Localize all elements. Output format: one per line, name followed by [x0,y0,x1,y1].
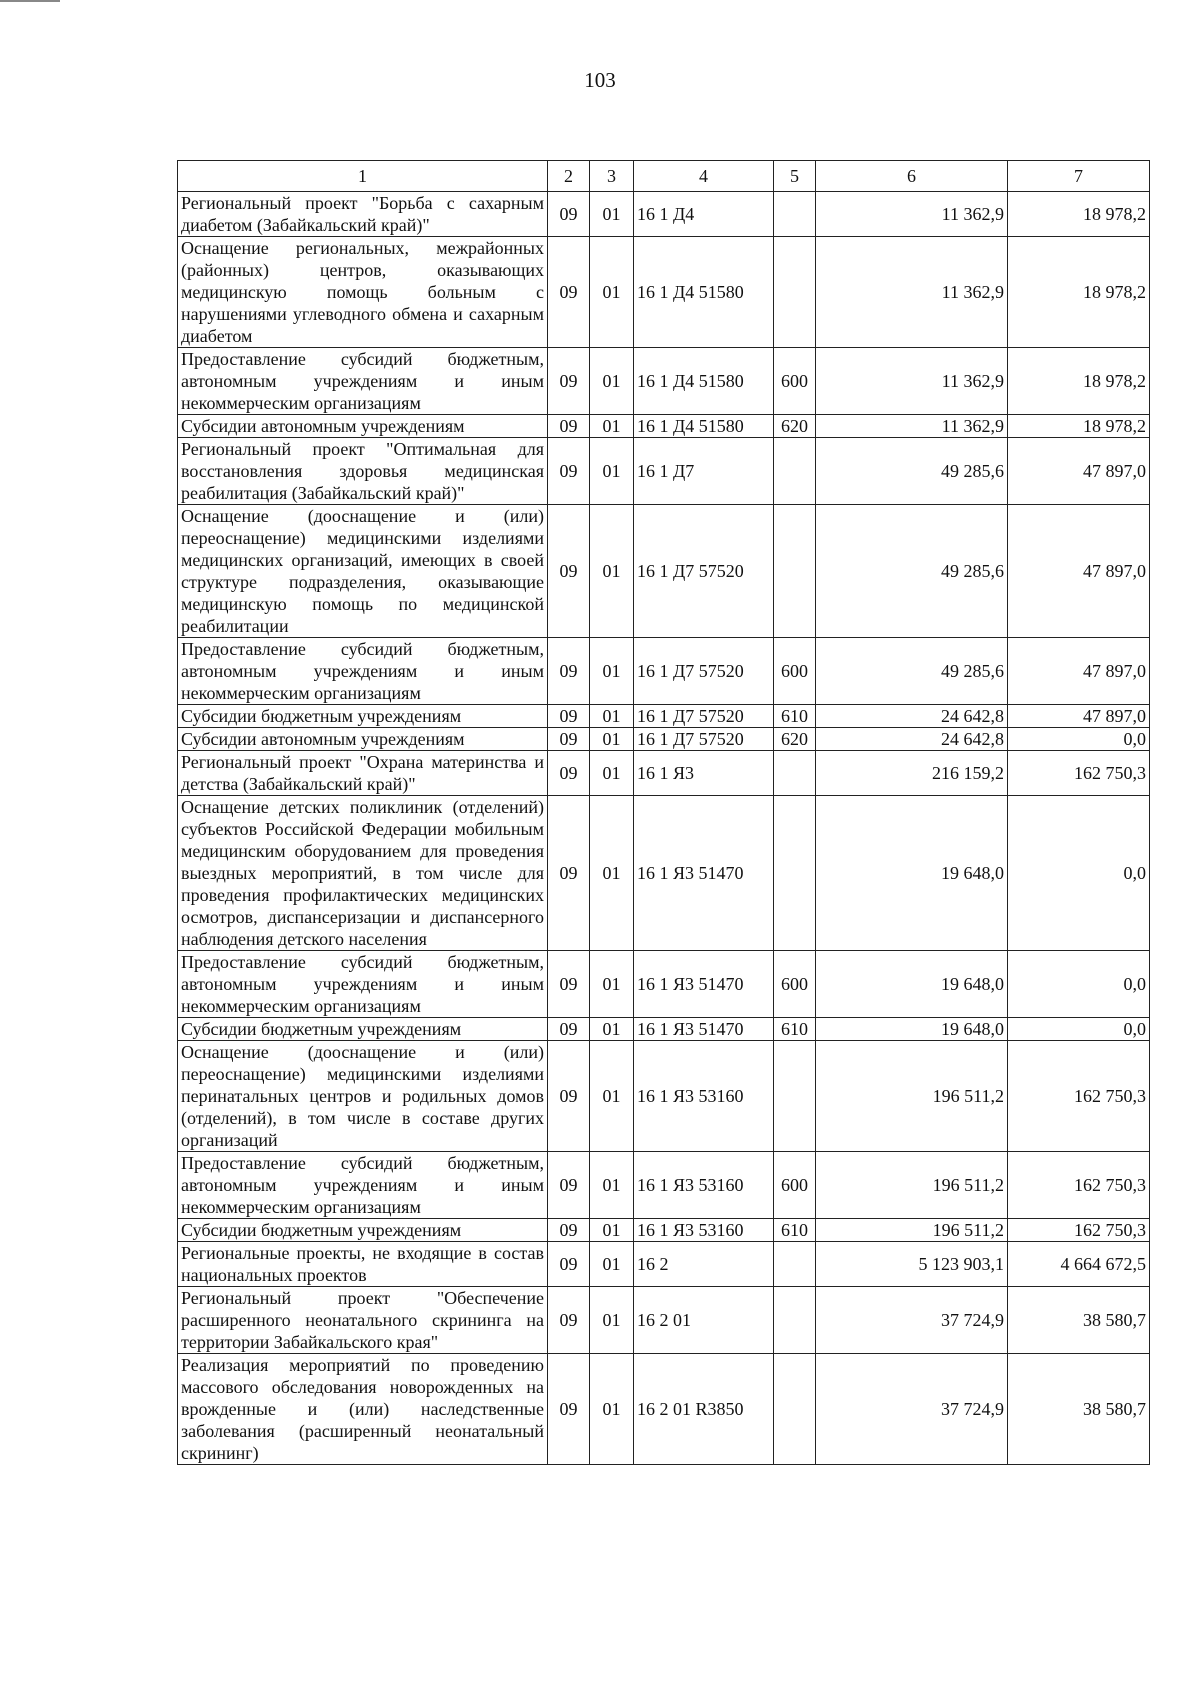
target-article-cell: 16 1 Я3 51470 [634,1018,774,1041]
amount-col6-cell: 37 724,9 [816,1354,1008,1465]
section-code-cell: 09 [548,951,590,1018]
expense-type-cell: 600 [774,951,816,1018]
expense-type-cell [774,1354,816,1465]
target-article-cell: 16 1 Я3 53160 [634,1219,774,1242]
section-code-cell: 09 [548,415,590,438]
row-name-cell: Субсидии бюджетным учреждениям [178,1018,548,1041]
amount-col6-cell: 196 511,2 [816,1152,1008,1219]
target-article-cell: 16 1 Я3 [634,751,774,796]
subsection-code-cell: 01 [590,951,634,1018]
table-row [178,438,1150,505]
target-article-cell: 16 2 [634,1242,774,1287]
section-code-cell: 09 [548,1152,590,1219]
amount-col7-cell: 162 750,3 [1008,1041,1150,1152]
header-row [178,161,1150,192]
section-code-cell: 09 [548,1041,590,1152]
amount-col6-cell: 196 511,2 [816,1041,1008,1152]
table-row [178,1152,1150,1219]
section-code-cell: 09 [548,796,590,951]
section-code-cell: 09 [548,192,590,237]
subsection-code-cell: 01 [590,796,634,951]
target-article-cell: 16 1 Я3 51470 [634,796,774,951]
row-name-cell: Региональные проекты, не входящие в состав национальных проектов [178,1242,548,1287]
amount-col7-cell: 18 978,2 [1008,415,1150,438]
subsection-code-cell: 01 [590,438,634,505]
table-row [178,1018,1150,1041]
row-name-cell: Субсидии автономным учреждениям [178,415,548,438]
amount-col7-cell: 162 750,3 [1008,1219,1150,1242]
amount-col7-cell: 47 897,0 [1008,705,1150,728]
column-header: 6 [816,161,1008,192]
row-name-cell: Региональный проект "Обеспечение расширенного неонатального скрининга на территории Забайкальского края" [178,1287,548,1354]
amount-col7-cell: 38 580,7 [1008,1354,1150,1465]
column-header: 7 [1008,161,1150,192]
amount-col7-cell: 38 580,7 [1008,1287,1150,1354]
row-name-cell: Предоставление субсидий бюджетным, автономным учреждениям и иным некоммерческим организациям [178,951,548,1018]
row-name-cell: Предоставление субсидий бюджетным, автономным учреждениям и иным некоммерческим организациям [178,1152,548,1219]
target-article-cell: 16 1 Д4 51580 [634,237,774,348]
column-header: 5 [774,161,816,192]
expense-type-cell: 620 [774,728,816,751]
amount-col6-cell: 5 123 903,1 [816,1242,1008,1287]
expense-type-cell [774,1041,816,1152]
column-header: 2 [548,161,590,192]
table-row [178,237,1150,348]
section-code-cell: 09 [548,438,590,505]
amount-col7-cell: 162 750,3 [1008,1152,1150,1219]
table-row [178,705,1150,728]
table-row [178,348,1150,415]
row-name-cell: Региональный проект "Охрана материнства и детства (Забайкальский край)" [178,751,548,796]
expense-type-cell: 620 [774,415,816,438]
row-name-cell: Оснащение детских поликлиник (отделений) субъектов Российской Федерации мобильным медицинским оборудованием для проведения выездных мероприятий, в том числе для проведения профилактических медицинских осмотров, диспансеризации и диспансерного наблюдения детского населения [178,796,548,951]
expense-type-cell: 610 [774,1219,816,1242]
expense-type-cell [774,505,816,638]
amount-col6-cell: 24 642,8 [816,705,1008,728]
table-row [178,505,1150,638]
amount-col6-cell: 19 648,0 [816,951,1008,1018]
table-row [178,415,1150,438]
amount-col6-cell: 11 362,9 [816,415,1008,438]
section-code-cell: 09 [548,751,590,796]
expense-type-cell [774,438,816,505]
amount-col6-cell: 19 648,0 [816,796,1008,951]
table-row [178,638,1150,705]
amount-col7-cell: 0,0 [1008,1018,1150,1041]
row-name-cell: Субсидии бюджетным учреждениям [178,1219,548,1242]
section-code-cell: 09 [548,638,590,705]
target-article-cell: 16 1 Я3 51470 [634,951,774,1018]
amount-col7-cell: 0,0 [1008,796,1150,951]
target-article-cell: 16 1 Д7 57520 [634,705,774,728]
amount-col7-cell: 0,0 [1008,728,1150,751]
expense-type-cell [774,1242,816,1287]
section-code-cell: 09 [548,237,590,348]
column-header: 3 [590,161,634,192]
table-row [178,1287,1150,1354]
subsection-code-cell: 01 [590,192,634,237]
row-name-cell: Региональный проект "Борьба с сахарным диабетом (Забайкальский край)" [178,192,548,237]
target-article-cell: 16 1 Д4 51580 [634,348,774,415]
expense-type-cell [774,796,816,951]
subsection-code-cell: 01 [590,237,634,348]
target-article-cell: 16 1 Д4 [634,192,774,237]
target-article-cell: 16 1 Д7 57520 [634,505,774,638]
target-article-cell: 16 2 01 R3850 [634,1354,774,1465]
expense-type-cell: 600 [774,1152,816,1219]
amount-col7-cell: 18 978,2 [1008,192,1150,237]
amount-col6-cell: 19 648,0 [816,1018,1008,1041]
target-article-cell: 16 1 Я3 53160 [634,1152,774,1219]
row-name-cell: Субсидии автономным учреждениям [178,728,548,751]
subsection-code-cell: 01 [590,751,634,796]
amount-col6-cell: 216 159,2 [816,751,1008,796]
target-article-cell: 16 1 Д7 [634,438,774,505]
amount-col6-cell: 11 362,9 [816,237,1008,348]
subsection-code-cell: 01 [590,1354,634,1465]
amount-col6-cell: 37 724,9 [816,1287,1008,1354]
subsection-code-cell: 01 [590,638,634,705]
subsection-code-cell: 01 [590,1219,634,1242]
subsection-code-cell: 01 [590,728,634,751]
table-row [178,796,1150,951]
expense-type-cell: 610 [774,705,816,728]
amount-col6-cell: 196 511,2 [816,1219,1008,1242]
expense-type-cell: 600 [774,348,816,415]
amount-col7-cell: 0,0 [1008,951,1150,1018]
page-number: 103 [584,68,616,92]
section-code-cell: 09 [548,348,590,415]
section-code-cell: 09 [548,505,590,638]
target-article-cell: 16 1 Д7 57520 [634,638,774,705]
row-name-cell: Субсидии бюджетным учреждениям [178,705,548,728]
section-code-cell: 09 [548,705,590,728]
table-row [178,728,1150,751]
table-row [178,192,1150,237]
amount-col7-cell: 18 978,2 [1008,348,1150,415]
target-article-cell: 16 1 Д4 51580 [634,415,774,438]
subsection-code-cell: 01 [590,1287,634,1354]
budget-table [177,160,1150,1465]
subsection-code-cell: 01 [590,1152,634,1219]
column-header: 4 [634,161,774,192]
table-body [178,192,1150,1465]
table-row [178,1219,1150,1242]
amount-col6-cell: 11 362,9 [816,348,1008,415]
row-name-cell: Предоставление субсидий бюджетным, автономным учреждениям и иным некоммерческим организациям [178,638,548,705]
row-name-cell: Реализация мероприятий по проведению массового обследования новорожденных на врожденные и (или) наследственные заболевания (расширенный неонатальный скрининг) [178,1354,548,1465]
expense-type-cell [774,751,816,796]
expense-type-cell: 600 [774,638,816,705]
amount-col6-cell: 49 285,6 [816,438,1008,505]
section-code-cell: 09 [548,728,590,751]
target-article-cell: 16 2 01 [634,1287,774,1354]
column-header: 1 [178,161,548,192]
expense-type-cell [774,1287,816,1354]
amount-col7-cell: 47 897,0 [1008,505,1150,638]
subsection-code-cell: 01 [590,415,634,438]
row-name-cell: Предоставление субсидий бюджетным, автономным учреждениям и иным некоммерческим организациям [178,348,548,415]
expense-type-cell [774,237,816,348]
expense-type-cell: 610 [774,1018,816,1041]
scan-edge-mark [0,0,60,2]
section-code-cell: 09 [548,1018,590,1041]
amount-col6-cell: 24 642,8 [816,728,1008,751]
expense-type-cell [774,192,816,237]
section-code-cell: 09 [548,1219,590,1242]
amount-col7-cell: 18 978,2 [1008,237,1150,348]
subsection-code-cell: 01 [590,348,634,415]
row-name-cell: Оснащение (дооснащение и (или) переоснащение) медицинскими изделиями перинатальных центров и родильных домов (отделений), в том числе в составе других организаций [178,1041,548,1152]
amount-col6-cell: 49 285,6 [816,505,1008,638]
amount-col7-cell: 47 897,0 [1008,438,1150,505]
subsection-code-cell: 01 [590,1242,634,1287]
amount-col7-cell: 162 750,3 [1008,751,1150,796]
target-article-cell: 16 1 Я3 53160 [634,1041,774,1152]
row-name-cell: Оснащение (дооснащение и (или) переоснащение) медицинскими изделиями медицинских организаций, имеющих в своей структуре подразделения, оказывающие медицинскую помощь по медицинской реабилитации [178,505,548,638]
subsection-code-cell: 01 [590,1018,634,1041]
amount-col7-cell: 47 897,0 [1008,638,1150,705]
amount-col6-cell: 49 285,6 [816,638,1008,705]
table-row [178,1242,1150,1287]
subsection-code-cell: 01 [590,1041,634,1152]
amount-col7-cell: 4 664 672,5 [1008,1242,1150,1287]
table-row [178,1041,1150,1152]
section-code-cell: 09 [548,1354,590,1465]
section-code-cell: 09 [548,1287,590,1354]
section-code-cell: 09 [548,1242,590,1287]
table-row [178,951,1150,1018]
row-name-cell: Региональный проект "Оптимальная для восстановления здоровья медицинская реабилитация (Забайкальский край)" [178,438,548,505]
target-article-cell: 16 1 Д7 57520 [634,728,774,751]
subsection-code-cell: 01 [590,505,634,638]
table-row [178,1354,1150,1465]
subsection-code-cell: 01 [590,705,634,728]
row-name-cell: Оснащение региональных, межрайонных (районных) центров, оказывающих медицинскую помощь больным с нарушениями углеводного обмена и сахарным диабетом [178,237,548,348]
amount-col6-cell: 11 362,9 [816,192,1008,237]
table-row [178,751,1150,796]
